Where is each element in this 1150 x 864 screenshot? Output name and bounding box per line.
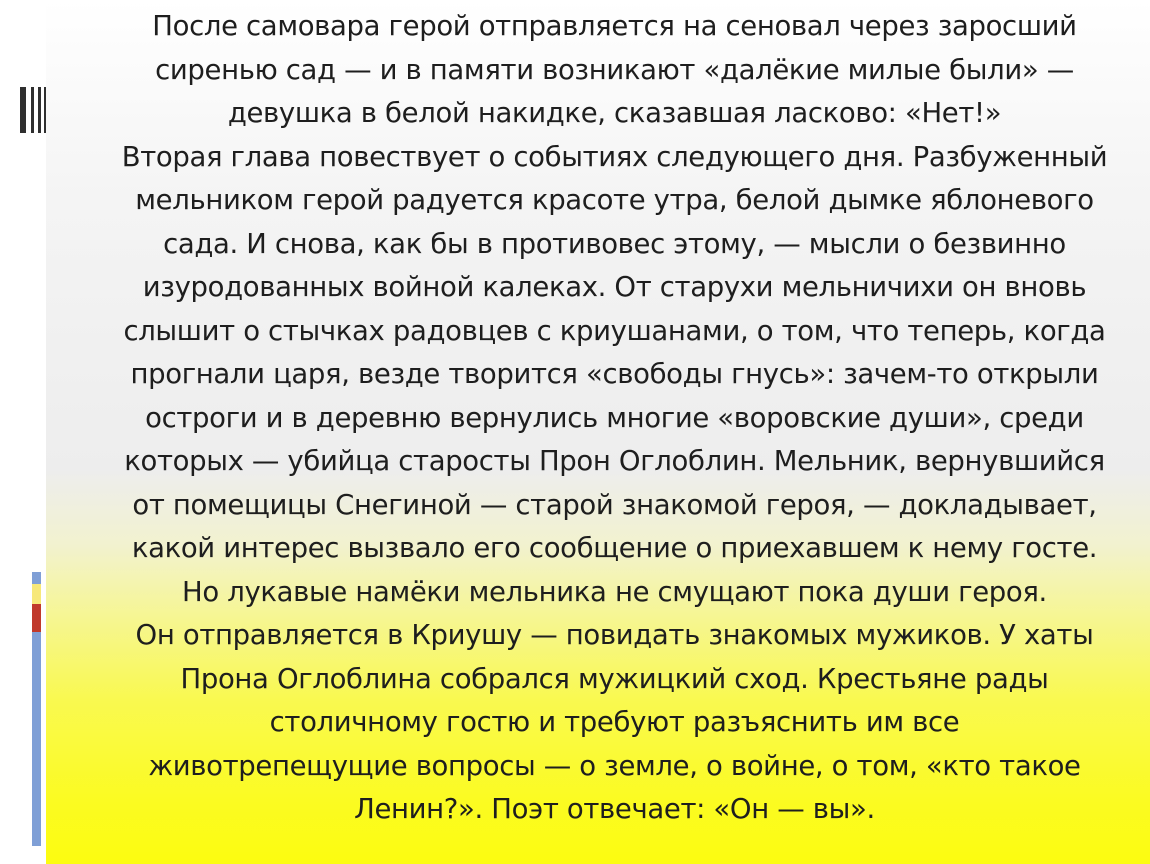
text-line: прогнали царя, везде творится «свободы гнусь»: зачем-то открыли (130, 358, 1099, 390)
accent-bar-red (32, 604, 41, 632)
decorative-stripe (31, 87, 34, 133)
text-line: какой интерес вызвало его сообщение о приехавшем к нему госте. (131, 532, 1098, 564)
decorative-stripe (20, 87, 26, 133)
text-line: животрепещущие вопросы — о земле, о войне, о том, «кто такое (148, 749, 1081, 782)
slide-text (72, 5, 1150, 832)
text-line: слышит о стычках радовцев с криушанами, о том, что теперь, когда (123, 314, 1106, 347)
text-line: сиренью сад — и в памяти возникают «далёкие милые были» — (155, 53, 1074, 86)
text-line: Ленин?». Поэт отвечает: «Он — вы». (354, 793, 875, 825)
text-line: Но лукавые намёки мельника не смущают пока души героя. (182, 575, 1047, 608)
text-line: Вторая глава повествует о событиях следующего дня. Разбуженный (121, 140, 1108, 173)
text-line: которых — убийца старосты Прон Оглоблин. Мельник, вернувшийся (124, 445, 1105, 477)
text-line: столичному гостю и требуют разъяснить им все (269, 706, 960, 738)
accent-bar-blue-top (32, 572, 41, 584)
decorative-stripes (20, 87, 50, 133)
text-line: сада. И снова, как бы в противовес этому, — мысли о безвинно (163, 227, 1066, 260)
text-line: изуродованных войной калеках. От старухи мельничихи он вновь (142, 271, 1087, 303)
decorative-stripe (44, 87, 46, 133)
accent-bar-blue (32, 632, 41, 846)
text-line: остроги и в деревню вернулись многие «воровские души», среди (145, 401, 1084, 434)
decorative-stripe (38, 87, 41, 133)
text-line: Прона Оглоблина собрался мужицкий сход. Крестьяне рады (180, 662, 1049, 695)
text-line: от помещицы Снегиной — старой знакомой героя, — докладывает, (132, 488, 1097, 521)
accent-bar-yellow (32, 584, 41, 604)
text-line: мельником герой радуется красоте утра, белой дымке яблоневого (135, 184, 1094, 216)
text-line: После самовара герой отправляется на сеновал через заросший (152, 10, 1077, 42)
text-line: девушка в белой накидке, сказавшая ласково: «Нет!» (227, 97, 1002, 129)
text-line: Он отправляется в Криушу — повидать знакомых мужиков. У хаты (135, 619, 1094, 651)
